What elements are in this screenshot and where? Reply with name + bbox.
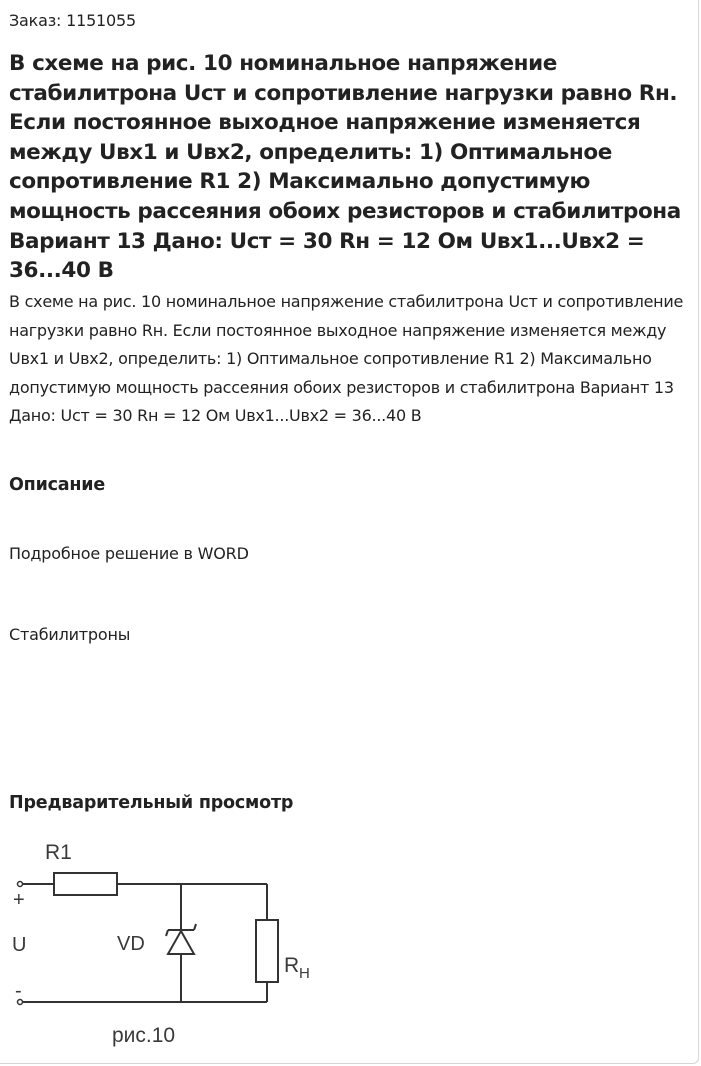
description-heading: Описание <box>9 475 106 495</box>
description-text: Подробное решение в WORD <box>9 544 249 563</box>
figure-caption: рис.10 <box>112 1024 176 1047</box>
category-label: Стабилитроны <box>9 625 131 644</box>
resistor-r1 <box>54 873 117 895</box>
minus-label: - <box>15 980 22 1002</box>
problem-text: В схеме на рис. 10 номинальное напряжение стабилитрона Uст и сопротивление нагрузки равно Rн. Если постоянное выходное напряжение изменяется между Uвх1 и Uвх2, определить: 1) Оптимальное сопротивление R1 2) Максимально допустимую мощность рассеяния обоих резисторов и стабилитрона Вариант 13 Дано: Uст = 30 Rн = 12 Ом Uвх1...Uвх2 = 36...40 В <box>9 292 684 426</box>
resistor-rh <box>256 920 278 982</box>
page-title: В схеме на рис. 10 номинальное напряжение стабилитрона Uст и сопротивление нагрузки равно Rн. Если постоянное выходное напряжение изменяется между Uвх1 и Uвх2, определить: 1) Оптимальное сопротивление R1 2) Максимально допустимую мощность рассеяния обоих резисторов и стабилитрона Вариант 13 Дано: Uст = 30 Rн = 12 Ом Uвх1...Uвх2 = 36...40 В <box>9 51 681 284</box>
circuit-schematic <box>0 832 340 1057</box>
r1-label: R1 <box>45 841 72 864</box>
plus-label: + <box>13 889 25 911</box>
input-terminal-plus <box>18 882 23 887</box>
rh-subscript: Н <box>299 965 310 982</box>
zener-diode <box>166 924 196 954</box>
order-number: Заказ: 1151055 <box>9 11 136 30</box>
u-label: U <box>12 934 27 956</box>
preview-image <box>0 832 340 1057</box>
rh-label: R <box>284 954 300 977</box>
vd-label: VD <box>117 933 145 955</box>
preview-heading: Предварительный просмотр <box>9 793 294 813</box>
